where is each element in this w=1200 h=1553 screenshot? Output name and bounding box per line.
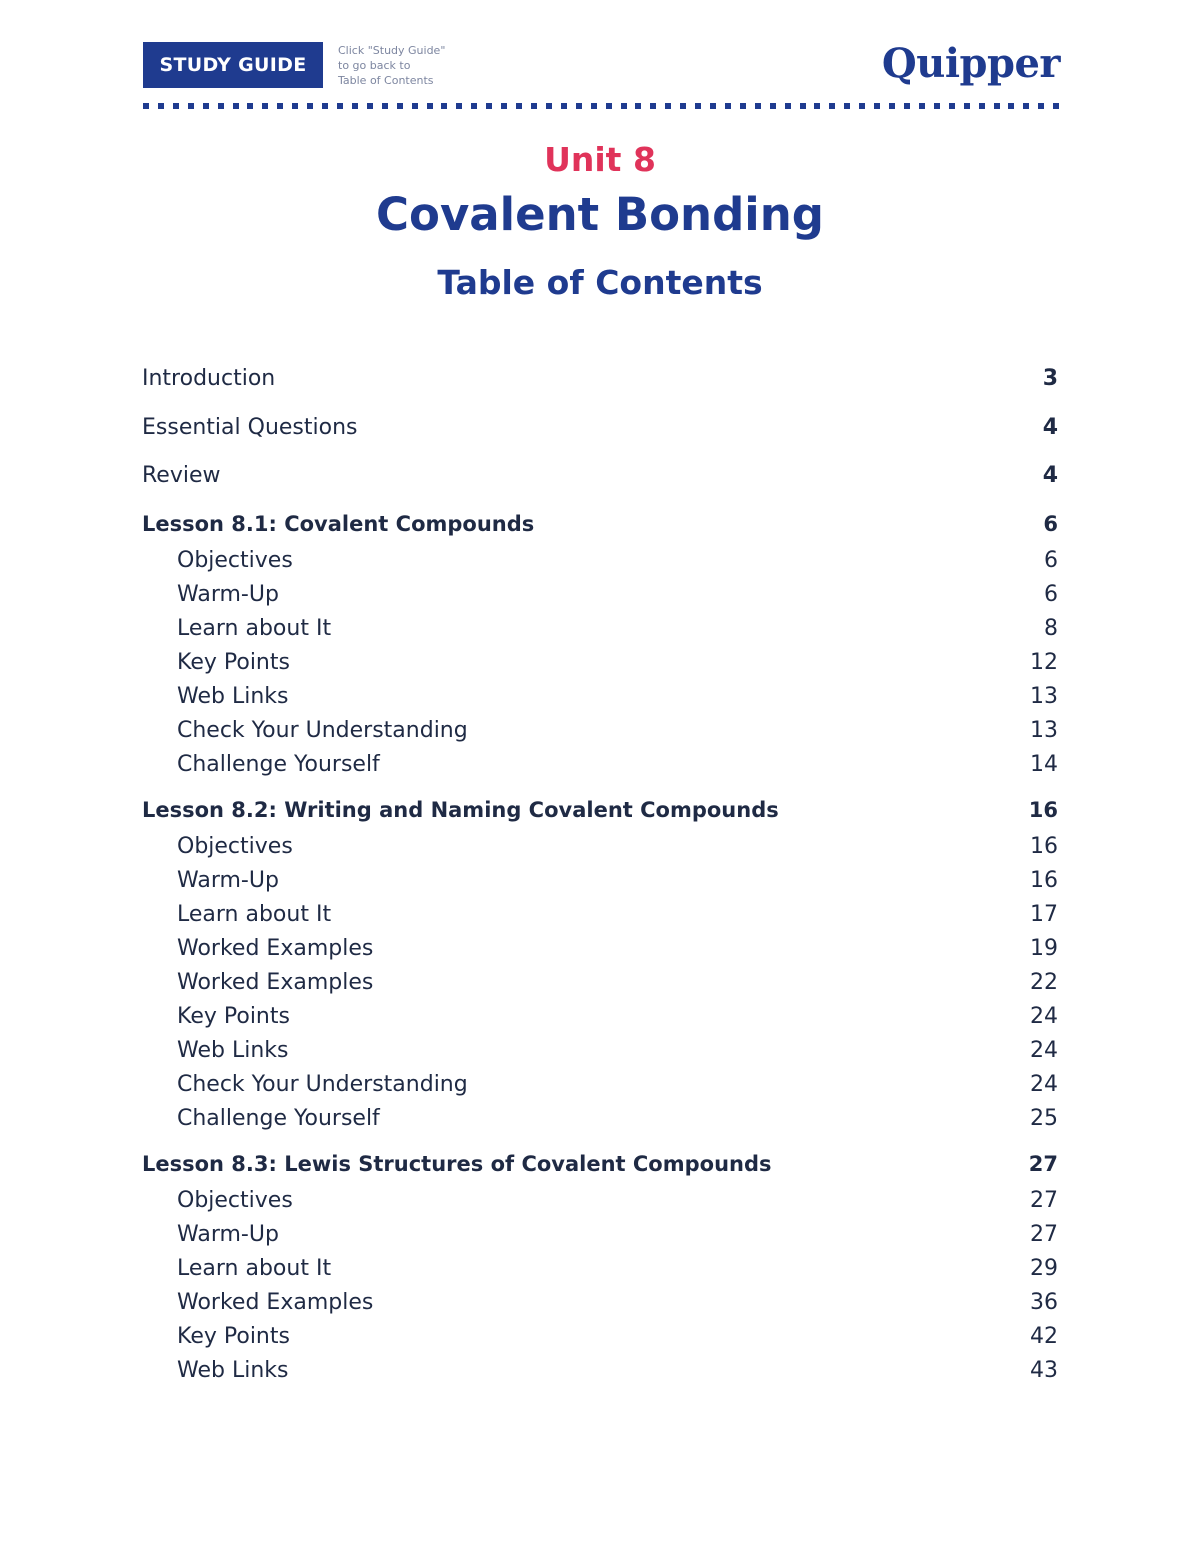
divider-dot (859, 103, 865, 109)
divider-dot (262, 103, 268, 109)
divider-dot (158, 103, 164, 109)
divider-dot (367, 103, 373, 109)
toc-entry-page: 4 (1042, 414, 1058, 440)
toc-entry-page: 6 (1044, 547, 1058, 573)
toc-entry-page: 3 (1042, 366, 1058, 391)
divider-dot (979, 103, 985, 109)
toc-subentry[interactable] (142, 1290, 1058, 1324)
study-guide-hint (338, 43, 445, 88)
divider-dot (770, 103, 776, 109)
toc-entry-page: 6 (1043, 511, 1058, 536)
toc-entry-page: 13 (1030, 683, 1058, 709)
toc-subentry[interactable] (142, 1222, 1058, 1256)
toc-entry-title: Introduction (142, 366, 276, 391)
toc-entry-page: 8 (1044, 615, 1058, 641)
toc-entry-title: Worked Examples (177, 935, 374, 961)
toc-subentry[interactable] (142, 1072, 1058, 1106)
divider-dot (233, 103, 239, 109)
toc-subentry[interactable] (142, 1004, 1058, 1038)
divider-dot (755, 103, 761, 109)
toc-subentry[interactable] (142, 902, 1058, 936)
toc-entry-page: 43 (1030, 1357, 1058, 1383)
toc-entry-title: Worked Examples (177, 969, 374, 995)
toc-entry-title: Learn about It (177, 901, 332, 927)
toc-entry-page: 42 (1030, 1323, 1058, 1349)
toc-subentry[interactable] (142, 684, 1058, 718)
toc-entry-page: 16 (1030, 867, 1058, 893)
divider-dot (1053, 103, 1059, 109)
toc-entry-page: 36 (1030, 1289, 1058, 1315)
divider-dot (994, 103, 1000, 109)
divider-dot (1023, 103, 1029, 109)
divider-dot (456, 103, 462, 109)
divider-dot (919, 103, 925, 109)
toc-entry-page: 24 (1030, 1003, 1058, 1029)
toc-subentry[interactable] (142, 1358, 1058, 1392)
divider-dot (531, 103, 537, 109)
divider-dot (740, 103, 746, 109)
divider-dot (143, 103, 149, 109)
toc-entry-title: Warm-Up (177, 581, 279, 607)
toc-entry-page: 27 (1030, 1187, 1058, 1213)
toc-lesson-entry[interactable] (142, 1152, 1058, 1188)
toc-subentry[interactable] (142, 650, 1058, 684)
toc-entry-title: Objectives (177, 1187, 293, 1213)
page-header (143, 42, 1060, 92)
divider-dot (546, 103, 552, 109)
divider-dot (412, 103, 418, 109)
divider-dot (800, 103, 806, 109)
toc-entry-title: Web Links (177, 1037, 289, 1063)
divider-dot (1038, 103, 1044, 109)
divider-dot (352, 103, 358, 109)
toc-subentry[interactable] (142, 1106, 1058, 1140)
toc-entry-title: Web Links (177, 1357, 289, 1383)
toc-entry-page: 6 (1044, 581, 1058, 607)
toc-subentry[interactable] (142, 970, 1058, 1004)
toc-entry-page: 17 (1030, 901, 1058, 927)
toc-entry-page: 22 (1030, 969, 1058, 995)
divider-dot (665, 103, 671, 109)
hint-line: Click "Study Guide" (338, 44, 446, 57)
toc-entry-page: 16 (1028, 797, 1058, 822)
divider-dot (292, 103, 298, 109)
toc-subentry[interactable] (142, 1188, 1058, 1222)
toc-entry-page: 24 (1030, 1071, 1058, 1097)
toc-entry-title: Learn about It (177, 615, 332, 641)
toc-subentry[interactable] (142, 616, 1058, 650)
toc-subentry[interactable] (142, 548, 1058, 582)
toc-entry-title: Worked Examples (177, 1289, 374, 1315)
toc-entry-title: Key Points (177, 1323, 290, 1349)
toc-entry-title: Check Your Understanding (177, 1071, 468, 1097)
divider-dot (785, 103, 791, 109)
divider-dot (322, 103, 328, 109)
toc-entry-page: 4 (1042, 463, 1058, 488)
divider-dot (844, 103, 850, 109)
page-title: Covalent Bonding (376, 188, 824, 241)
divider-dot (1008, 103, 1014, 109)
divider-dot (247, 103, 253, 109)
divider-dot (829, 103, 835, 109)
toc-entry-title: Warm-Up (177, 867, 279, 893)
spacer (142, 786, 1058, 798)
divider-dot (188, 103, 194, 109)
toc-entry-title: Objectives (177, 833, 293, 859)
toc-subentry[interactable] (142, 582, 1058, 616)
toc-entry-page: 27 (1030, 1221, 1058, 1247)
toc-entry-title: Lesson 8.3: Lewis Structures of Covalent Compounds (142, 1151, 772, 1176)
toc-entry-title: Warm-Up (177, 1221, 279, 1247)
divider-dot (516, 103, 522, 109)
toc-entry-title: Key Points (177, 649, 290, 675)
toc-entry[interactable] (142, 463, 1058, 512)
toc-entry-title: Key Points (177, 1003, 290, 1029)
toc-entry-title: Challenge Yourself (177, 1105, 380, 1131)
divider-dot (814, 103, 820, 109)
divider-dot (337, 103, 343, 109)
toc-entry-title: Learn about It (177, 1255, 332, 1281)
toc-entry-page: 13 (1030, 717, 1058, 743)
toc-subentry[interactable] (142, 936, 1058, 970)
toc-entry-page: 19 (1030, 935, 1058, 961)
divider-dot (471, 103, 477, 109)
toc-subentry[interactable] (142, 868, 1058, 902)
divider-dot (725, 103, 731, 109)
toc-entry-title: Review (142, 463, 221, 488)
toc-lesson-entry[interactable] (142, 798, 1058, 834)
divider-dot (427, 103, 433, 109)
toc-entry[interactable] (142, 366, 1058, 415)
toc-subentry[interactable] (142, 1324, 1058, 1358)
brand-logo: Quipper (881, 40, 1060, 87)
divider-dot (874, 103, 880, 109)
toc-lesson-entry[interactable] (142, 512, 1058, 548)
dotted-divider (143, 103, 1060, 110)
divider-dot (501, 103, 507, 109)
divider-dot (889, 103, 895, 109)
divider-dot (382, 103, 388, 109)
divider-dot (307, 103, 313, 109)
toc-subentry[interactable] (142, 1256, 1058, 1290)
divider-dot (635, 103, 641, 109)
divider-dot (486, 103, 492, 109)
hint-line: to go back to (338, 59, 411, 72)
study-guide-button[interactable]: STUDY GUIDE (143, 42, 323, 88)
divider-dot (949, 103, 955, 109)
divider-dot (203, 103, 209, 109)
divider-dot (650, 103, 656, 109)
divider-dot (561, 103, 567, 109)
toc-entry-page: 16 (1030, 833, 1058, 859)
divider-dot (904, 103, 910, 109)
divider-dot (173, 103, 179, 109)
divider-dot (680, 103, 686, 109)
toc-entry-title: Web Links (177, 683, 289, 709)
toc-entry-title: Check Your Understanding (177, 717, 468, 743)
toc-entry-page: 12 (1030, 649, 1058, 675)
hint-line: Table of Contents (338, 74, 434, 87)
divider-dot (964, 103, 970, 109)
toc-entry-title: Challenge Yourself (177, 751, 380, 777)
divider-dot (695, 103, 701, 109)
toc-subentry[interactable] (142, 1038, 1058, 1072)
toc-subentry[interactable] (142, 718, 1058, 752)
unit-label: Unit 8 (544, 140, 656, 179)
divider-dot (606, 103, 612, 109)
toc-entry-page: 27 (1028, 1151, 1058, 1176)
toc-entry[interactable] (142, 415, 1058, 464)
toc-subentry[interactable] (142, 834, 1058, 868)
toc-entry-title: Lesson 8.2: Writing and Naming Covalent Compounds (142, 797, 779, 822)
divider-dot (441, 103, 447, 109)
toc-entry-title: Objectives (177, 547, 293, 573)
divider-dot (576, 103, 582, 109)
divider-dot (710, 103, 716, 109)
divider-dot (218, 103, 224, 109)
spacer (142, 1140, 1058, 1152)
toc-entry-page: 14 (1030, 751, 1058, 777)
divider-dot (397, 103, 403, 109)
toc-entry-page: 29 (1030, 1255, 1058, 1281)
divider-dot (591, 103, 597, 109)
divider-dot (934, 103, 940, 109)
toc-heading: Table of Contents (437, 263, 763, 302)
toc-entry-page: 25 (1030, 1105, 1058, 1131)
divider-dot (621, 103, 627, 109)
table-of-contents (142, 366, 1058, 1392)
toc-subentry[interactable] (142, 752, 1058, 786)
divider-dot (277, 103, 283, 109)
toc-entry-page: 24 (1030, 1037, 1058, 1063)
toc-entry-title: Essential Questions (142, 414, 358, 440)
toc-entry-title: Lesson 8.1: Covalent Compounds (142, 511, 535, 536)
